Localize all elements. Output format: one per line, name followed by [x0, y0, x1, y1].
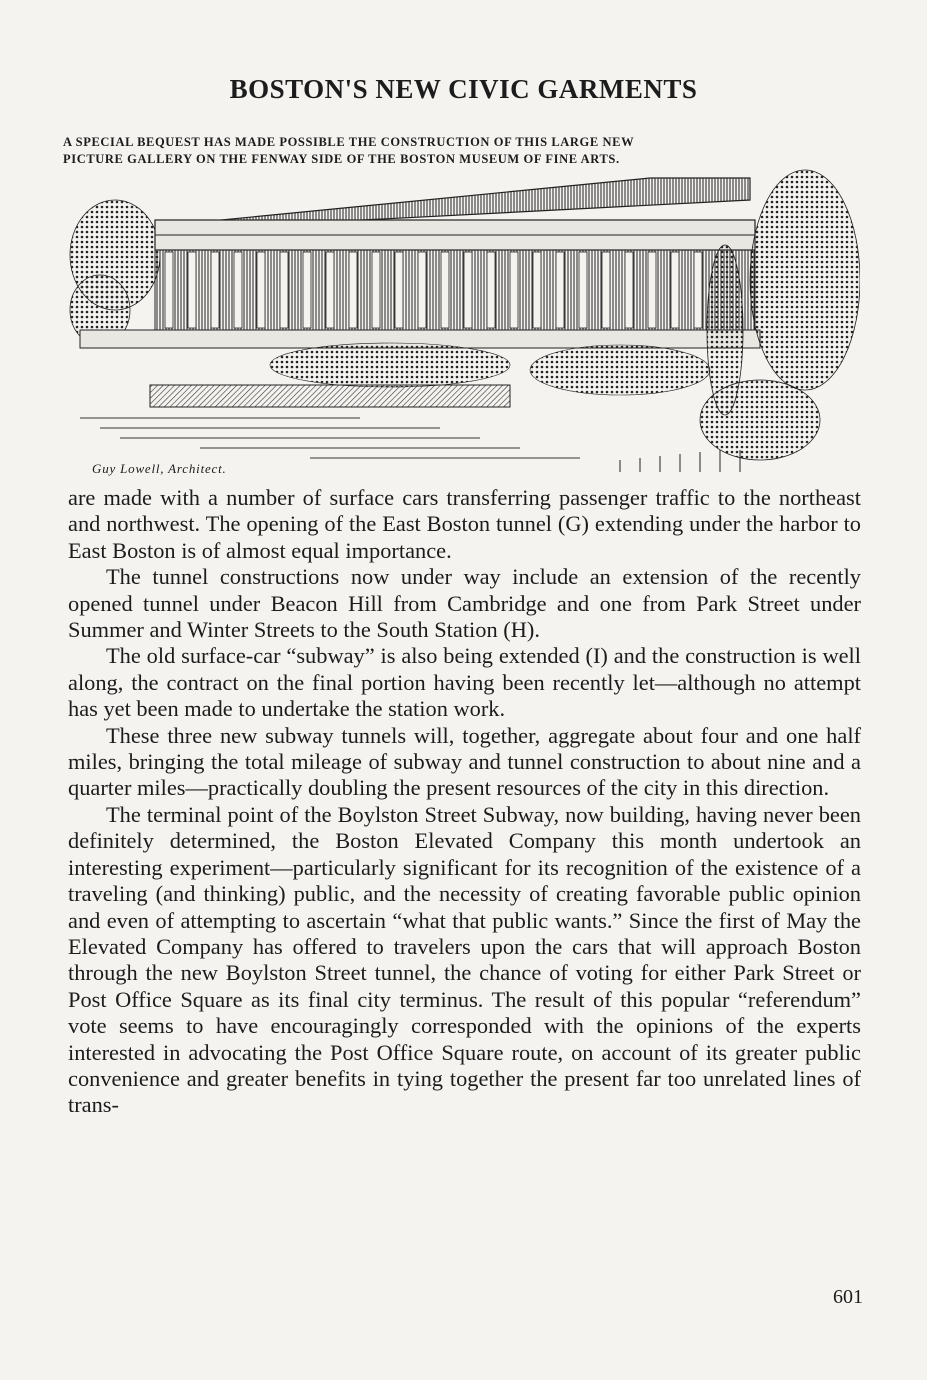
paragraph: The old surface-car “subway” is also being extended (I) and the construction is well along, the contract on the final portion having been recently let—although no attempt has yet been made to undertake the station work. [68, 643, 861, 722]
paragraph: are made with a number of surface cars transferring passenger traffic to the northeast and northwest. The opening of the East Boston tunnel (G) extending under the harbor to East Boston is of almost equal importance. [68, 485, 861, 563]
balustrade [150, 385, 510, 407]
architect-credit: Guy Lowell, Architect. [92, 461, 227, 476]
paragraph: The tunnel constructions now under way include an extension of the recently opened tunnel under Beacon Hill from Cambridge and one from Park Street under Summer and Winter Streets to the South Station (H). [68, 564, 861, 643]
left-trees [70, 200, 160, 345]
water [80, 418, 580, 458]
museum-illustration [60, 160, 860, 480]
caption-line-2: PICTURE GALLERY ON THE FENWAY SIDE OF THE BOSTON MUSEUM OF FINE ARTS. [63, 152, 620, 166]
paragraph: The terminal point of the Boylston Street Subway, now building, having never been definitely determined, the Boston Elevated Company this month undertook an interesting experiment—particularly significant for its recognition of the existence of a traveling (and thinking) public, and the necessity of creating favorable public opinion and even of attempting to ascertain “what that public wants.” Since the first of May the Elevated Company has offered to travelers upon the cars that will approach Boston through the new Boylston Street tunnel, the chance of voting for either Park Street or Post Office Square as its final city terminus. The result of this popular “referendum” vote seems to have encouragingly corresponded with the opinions of the experts interested in advocating the Post Office Square route, on account of its greater public convenience and greater benefits in tying together the present far too unrelated lines of trans- [68, 801, 861, 1118]
article-body [68, 485, 861, 1119]
paragraph: These three new subway tunnels will, together, aggregate about four and one half miles, bringing the total mileage of subway and tunnel construction to about nine and a quarter miles—practically doubling the present resources of the city in this direction. [68, 722, 861, 801]
page-title: BOSTON'S NEW CIVIC GARMENTS [229, 74, 698, 104]
page-number: 601 [833, 1286, 863, 1308]
fence [620, 450, 740, 472]
caption-line-1: A SPECIAL BEQUEST HAS MADE POSSIBLE THE CONSTRUCTION OF THIS LARGE NEW [63, 135, 635, 149]
right-trees [700, 170, 860, 460]
museum-facade [155, 250, 755, 330]
